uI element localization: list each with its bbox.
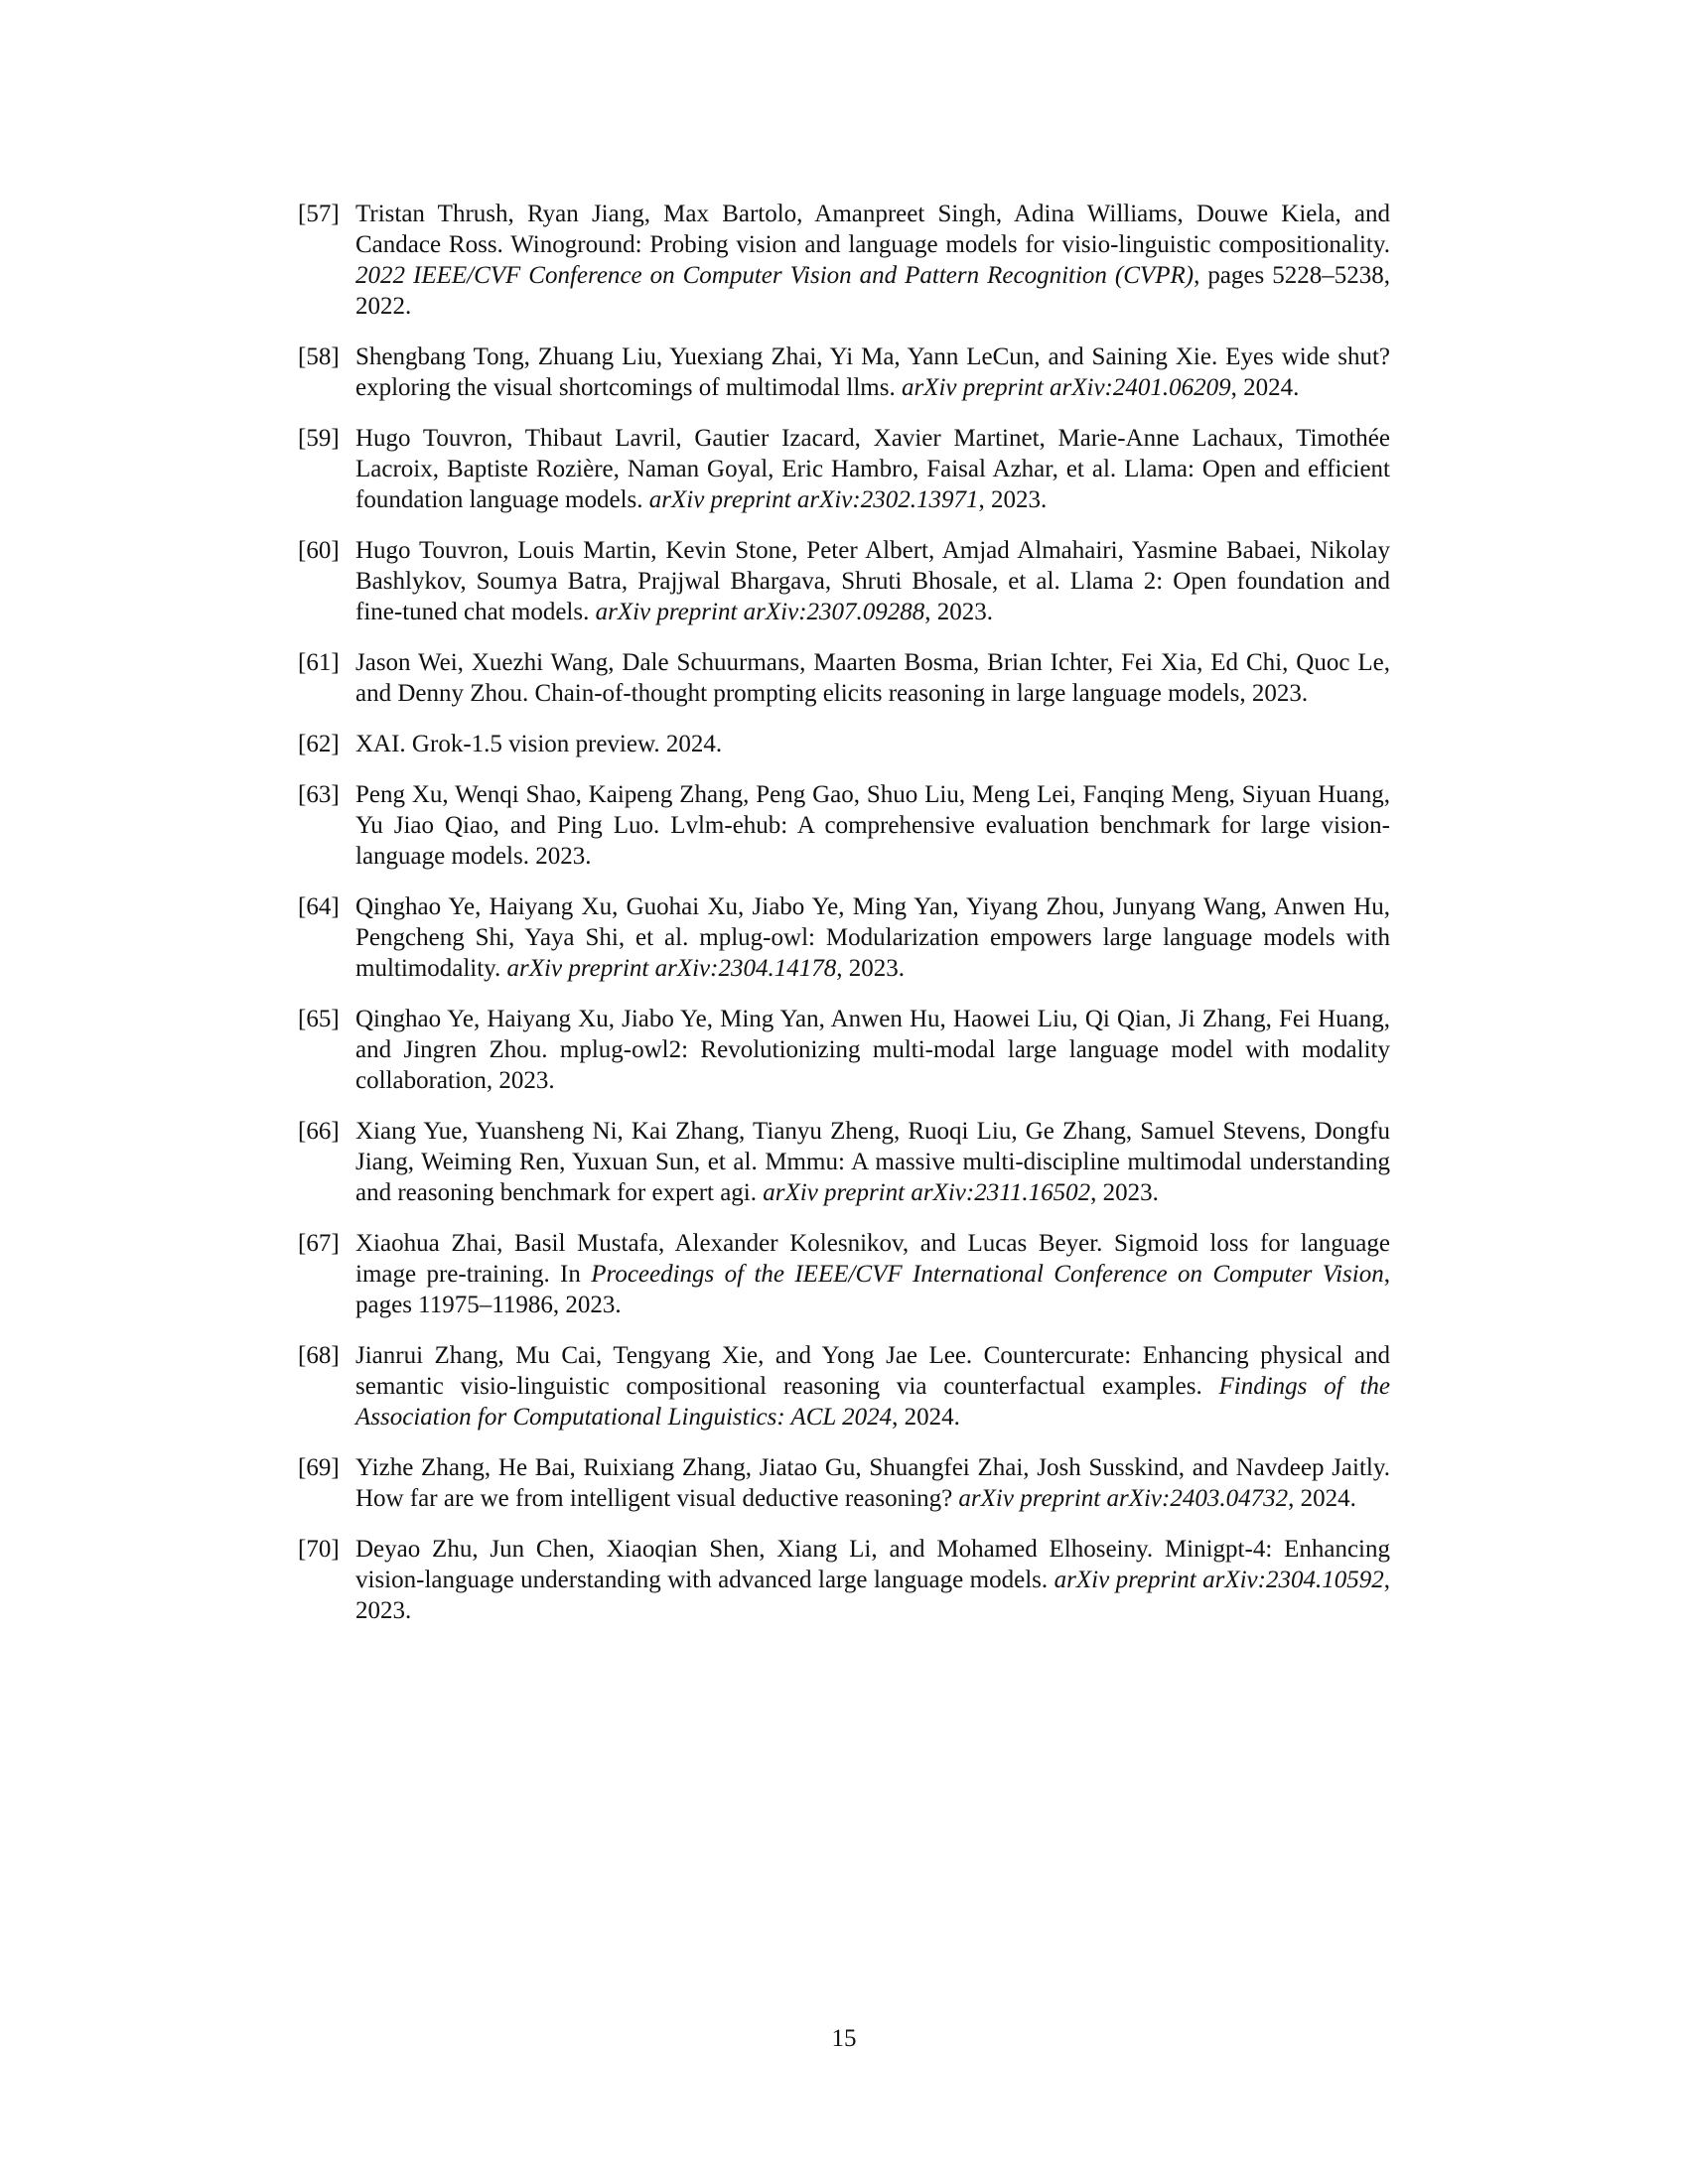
reference-segment: Hugo Touvron, Louis Martin, Kevin Stone, Peter Albert, Amjad Almahairi, Yasmine Babaei, Nikolay Bashlykov, Soumya Batra, Prajjwal Bhargava, Shruti Bhosale, et al. Llama 2: Open foundation and fine-tuned chat models. [355,537,1390,625]
reference-venue: arXiv preprint arXiv:2304.10592 [1054,1567,1384,1593]
reference-item [298,891,1390,984]
reference-text [355,779,1390,872]
reference-venue: arXiv preprint arXiv:2302.13971 [648,486,979,513]
reference-text [355,1534,1390,1626]
reference-venue: arXiv preprint arXiv:2307.09288 [595,599,925,625]
reference-segment: Deyao Zhu, Jun Chen, Xiaoqian Shen, Xiang Li, and Mohamed Elhoseiny. Minigpt-4: Enhancing vision-language understanding with advanced large language models. [355,1536,1390,1593]
references-list [298,199,1390,1646]
reference-venue: arXiv preprint arXiv:2403.04732 [958,1485,1289,1512]
reference-segment: , 2024. [892,1404,960,1431]
reference-number: [57] [298,201,340,227]
reference-segment: Hugo Touvron, Thibaut Lavril, Gautier Izacard, Xavier Martinet, Marie-Anne Lachaux, Timothée Lacroix, Baptiste Rozière, Naman Goyal, Eric Hambro, Faisal Azhar, et al. Llama: Open and efficient foundation language models. [355,425,1390,513]
reference-number: [63] [298,781,340,808]
reference-item [298,1228,1390,1320]
reference-number: [70] [298,1536,340,1563]
reference-segment: , 2023. [836,955,905,982]
reference-number: [62] [298,731,340,757]
reference-venue: arXiv preprint arXiv:2311.16502 [763,1179,1091,1206]
reference-item [298,779,1390,872]
reference-segment: , 2023. [1090,1179,1159,1206]
reference-text [355,1004,1390,1096]
reference-item [298,1534,1390,1626]
reference-venue: 2022 IEEE/CVF Conference on Computer Vision and Pattern Recognition (CVPR) [355,262,1195,289]
reference-segment: XAI. Grok-1.5 vision preview. 2024. [355,731,723,757]
reference-number: [58] [298,343,340,370]
reference-number: [65] [298,1006,340,1032]
reference-number: [60] [298,537,340,564]
reference-venue: Proceedings of the IEEE/CVF International Conference on Computer Vision [591,1261,1384,1288]
reference-venue: Findings of the Association for Computational Linguistics: ACL 2024 [355,1373,1390,1431]
reference-segment: , 2023. [924,599,994,625]
reference-item [298,1452,1390,1514]
reference-number: [68] [298,1342,340,1369]
reference-item [298,647,1390,709]
reference-segment: , 2024. [1288,1485,1356,1512]
reference-text [355,199,1390,322]
reference-segment: Xiang Yue, Yuansheng Ni, Kai Zhang, Tianyu Zheng, Ruoqi Liu, Ge Zhang, Samuel Stevens, Dongfu Jiang, Weiming Ren, Yuxuan Sun, et al. Mmmu: A massive multi-discipline multimodal understanding and reasoning benchmark for expert agi. [355,1118,1390,1206]
reference-segment: Peng Xu, Wenqi Shao, Kaipeng Zhang, Peng Gao, Shuo Liu, Meng Lei, Fanqing Meng, Siyuan Huang, Yu Jiao Qiao, and Ping Luo. Lvlm-ehub: A comprehensive evaluation benchmark for large vision-language models. 2023. [355,781,1390,870]
reference-text [355,1340,1390,1433]
reference-number: [66] [298,1118,340,1145]
reference-segment: Qinghao Ye, Haiyang Xu, Jiabo Ye, Ming Yan, Anwen Hu, Haowei Liu, Qi Qian, Ji Zhang, Fei Huang, and Jingren Zhou. mplug-owl2: Revolutionizing multi-modal large language model with modality collaboration, 2023. [355,1006,1390,1094]
reference-item [298,423,1390,515]
reference-venue: arXiv preprint arXiv:2304.14178 [506,955,837,982]
reference-text [355,891,1390,984]
reference-venue: arXiv preprint arXiv:2401.06209 [901,374,1231,401]
reference-item [298,1004,1390,1096]
reference-text [355,647,1390,709]
reference-segment: , 2023. [355,1567,1390,1624]
reference-text [355,729,1390,759]
reference-segment: , 2024. [1230,374,1300,401]
reference-number: [69] [298,1454,340,1481]
reference-segment: , pages 5228–5238, 2022. [355,262,1390,320]
reference-item [298,535,1390,627]
reference-item [298,1116,1390,1208]
reference-segment: Jianrui Zhang, Mu Cai, Tengyang Xie, and Yong Jae Lee. Countercurate: Enhancing physical and semantic visio-linguistic compositional reasoning via counterfactual examples. [355,1342,1390,1400]
page-number: 15 [831,2025,857,2052]
reference-segment: Tristan Thrush, Ryan Jiang, Max Bartolo, Amanpreet Singh, Adina Williams, Douwe Kiela, and Candace Ross. Winoground: Probing vision and language models for visio-linguistic compositionality. [355,201,1390,258]
reference-segment: Shengbang Tong, Zhuang Liu, Yuexiang Zhai, Yi Ma, Yann LeCun, and Saining Xie. Eyes wide shut? exploring the visual shortcomings of multimodal llms. [355,343,1390,401]
reference-segment: , pages 11975–11986, 2023. [355,1261,1390,1318]
reference-number: [64] [298,893,340,920]
reference-segment: Jason Wei, Xuezhi Wang, Dale Schuurmans, Maarten Bosma, Brian Ichter, Fei Xia, Ed Chi, Quoc Le, and Denny Zhou. Chain-of-thought prompting elicits reasoning in large language models, 2023. [355,649,1390,707]
reference-text [355,1228,1390,1320]
reference-segment: , 2023. [978,486,1048,513]
reference-segment: Xiaohua Zhai, Basil Mustafa, Alexander Kolesnikov, and Lucas Beyer. Sigmoid loss for language image pre-training. In [355,1230,1390,1288]
reference-text [355,423,1390,515]
reference-item [298,729,1390,759]
reference-text [355,535,1390,627]
reference-item [298,199,1390,322]
reference-segment: Yizhe Zhang, He Bai, Ruixiang Zhang, Jiatao Gu, Shuangfei Zhai, Josh Susskind, and Navdeep Jaitly. How far are we from intelligent visual deductive reasoning? [355,1454,1390,1512]
reference-item [298,341,1390,403]
reference-item [298,1340,1390,1433]
reference-text [355,1452,1390,1514]
reference-text [355,1116,1390,1208]
reference-text [355,341,1390,403]
reference-number: [67] [298,1230,340,1257]
reference-number: [61] [298,649,340,676]
reference-segment: Qinghao Ye, Haiyang Xu, Guohai Xu, Jiabo Ye, Ming Yan, Yiyang Zhou, Junyang Wang, Anwen Hu, Pengcheng Shi, Yaya Shi, et al. mplug-owl: Modularization empowers large language models with multimodality. [355,893,1390,982]
reference-number: [59] [298,425,340,452]
